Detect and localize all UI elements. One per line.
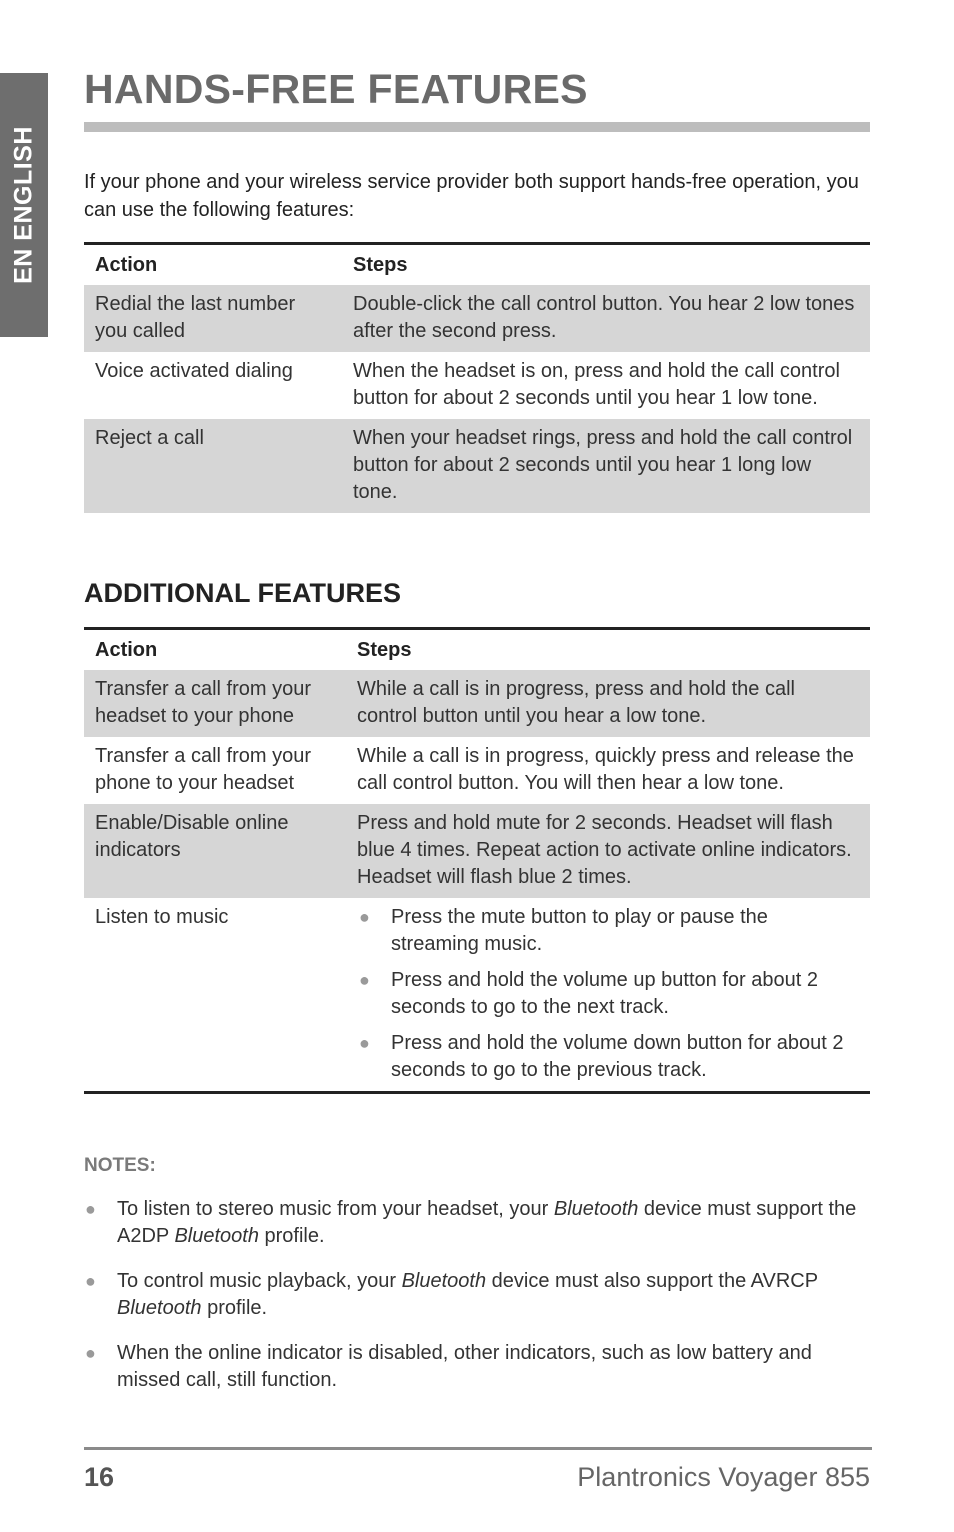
list-item-text: Press and hold the volume down button for about 2 seconds to go to the previous track.: [391, 1032, 844, 1081]
steps-cell: While a call is in progress, press and hold the call control button until you hear a low tone.: [346, 670, 870, 737]
list-item: [357, 904, 859, 958]
bullet-icon: ●: [359, 1033, 370, 1053]
steps-cell: Double-click the call control button. You hear 2 low tones after the second press.: [342, 285, 870, 352]
action-cell: Transfer a call from your phone to your headset: [95, 745, 311, 794]
product-name: Plantronics Voyager 855: [577, 1462, 870, 1492]
steps-cell: When your headset rings, press and hold the call control button for about 2 seconds until you hear 1 long low tone.: [342, 419, 870, 513]
note-item: [84, 1268, 870, 1322]
language-tab-label: EN ENGLISH: [9, 126, 38, 284]
note-item: [84, 1340, 870, 1394]
list-item-text: Press the mute button to play or pause the streaming music.: [391, 906, 768, 955]
title-divider: [84, 122, 870, 132]
note-text: profile.: [201, 1297, 268, 1319]
music-steps-list: [357, 904, 859, 1084]
steps-cell: [346, 898, 870, 1093]
action-cell: Listen to music: [84, 898, 346, 1093]
action-cell: Redial the last number you called: [84, 285, 342, 352]
header-action: Action: [84, 629, 346, 671]
note-emphasis: Bluetooth: [174, 1225, 259, 1247]
header-steps: Steps: [346, 629, 870, 671]
action-cell: Reject a call: [84, 419, 342, 513]
note-text: To control music playback, your: [117, 1270, 402, 1292]
note-text: profile.: [258, 1225, 325, 1247]
intro-paragraph: If your phone and your wireless service provider both support hands-free operation, you can use the following features:: [84, 171, 859, 221]
action-cell: Enable/Disable online indicators: [84, 804, 346, 898]
note-text: device must also support the AVRCP: [486, 1270, 818, 1292]
notes-list: [84, 1196, 870, 1412]
table-header-row: [84, 244, 870, 286]
page-title: HANDS-FREE FEATURES: [84, 66, 588, 112]
action-cell: Transfer a call from your headset to your phone: [84, 670, 346, 737]
table-row: [84, 804, 870, 898]
note-emphasis: Bluetooth: [117, 1297, 202, 1319]
bullet-icon: ●: [359, 907, 370, 927]
notes-title: NOTES:: [84, 1155, 156, 1176]
steps-cell: When the headset is on, press and hold the call control button for about 2 seconds until you hear 1 low tone.: [353, 360, 840, 409]
list-item-text: Press and hold the volume up button for about 2 seconds to go to the next track.: [391, 969, 818, 1018]
table-row: [84, 352, 870, 419]
list-item: [357, 1030, 859, 1084]
note-text: When the online indicator is disabled, other indicators, such as low battery and missed call, still function.: [117, 1342, 812, 1391]
table-row: [84, 898, 870, 1093]
additional-features-table: [84, 627, 870, 1094]
steps-cell: Press and hold mute for 2 seconds. Headset will flash blue 4 times. Repeat action to activate online indicators. Headset will flash blue 2 times.: [346, 804, 870, 898]
steps-cell: While a call is in progress, quickly press and release the call control button. You will then hear a low tone.: [357, 745, 854, 794]
action-cell: Voice activated dialing: [95, 360, 293, 382]
header-steps: Steps: [342, 244, 870, 286]
table-row: [84, 285, 870, 352]
bullet-icon: ●: [359, 970, 370, 990]
hands-free-table: [84, 242, 870, 513]
table-row: [84, 419, 870, 513]
bullet-icon: ●: [85, 1343, 96, 1363]
bullet-icon: ●: [85, 1271, 96, 1291]
table-header-row: [84, 629, 870, 671]
list-item: [357, 967, 859, 1021]
note-item: [84, 1196, 870, 1250]
note-emphasis: Bluetooth: [553, 1198, 639, 1220]
table-row: [84, 670, 870, 737]
footer-divider: [84, 1447, 872, 1450]
page-number: 16: [84, 1462, 115, 1492]
note-emphasis: Bluetooth: [401, 1270, 487, 1292]
language-tab: [0, 73, 48, 337]
note-text: To listen to stereo music from your headset, your: [117, 1198, 554, 1220]
bullet-icon: ●: [85, 1199, 96, 1219]
note-text: device must support the A2DP: [117, 1198, 857, 1247]
table-row: [84, 737, 870, 804]
additional-features-title: ADDITIONAL FEATURES: [84, 578, 401, 608]
header-action: Action: [84, 244, 342, 286]
